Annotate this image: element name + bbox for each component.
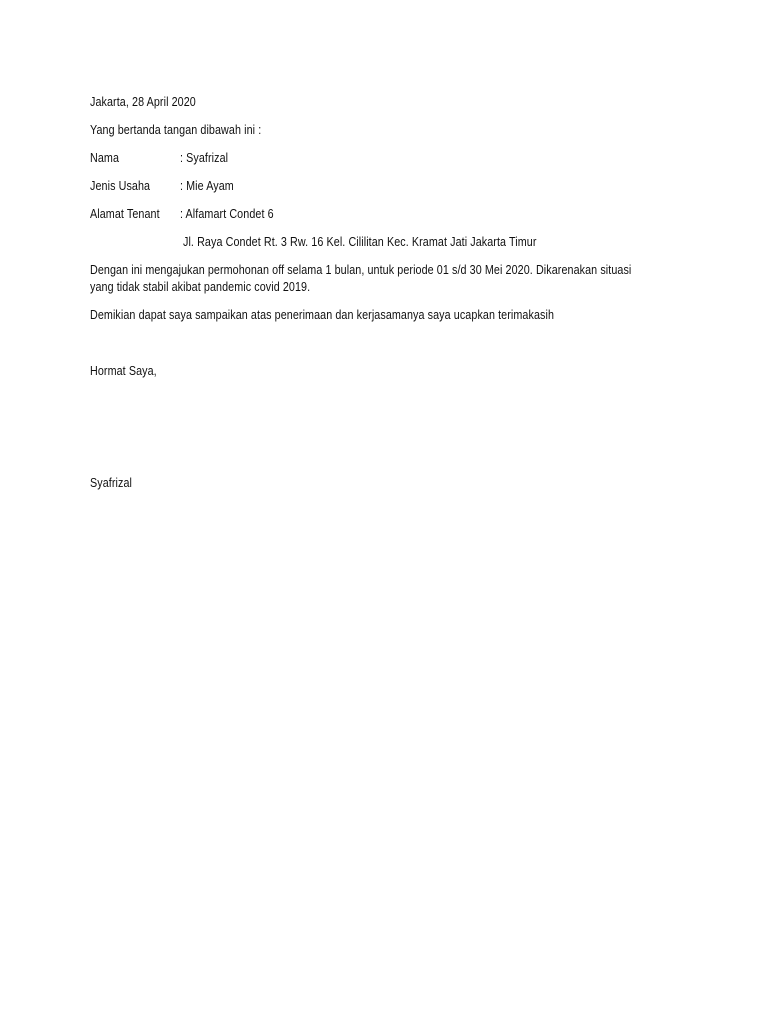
salutation: Hormat Saya, (90, 364, 157, 378)
address-label: Alamat Tenant (90, 207, 160, 221)
closing-line: Demikian dapat saya sampaikan atas penerimaan dan kerjasamanya saya ucapkan terimakasih (90, 308, 555, 322)
body-line-2: yang tidak stabil akibat pandemic covid 2019. (90, 280, 311, 294)
intro-line: Yang bertanda tangan dibawah ini : (90, 123, 262, 137)
address-line-2: Jl. Raya Condet Rt. 3 Rw. 16 Kel. Cililitan Kec. Kramat Jati Jakarta Timur (183, 235, 537, 249)
name-value: : Syafrizal (180, 151, 229, 165)
name-label: Nama (90, 151, 120, 165)
address-value: : Alfamart Condet 6 (180, 207, 274, 221)
body-line-1: Dengan ini mengajukan permohonan off selama 1 bulan, untuk periode 01 s/d 30 Mei 2020. Dikarenakan situasi (90, 263, 632, 277)
business-label: Jenis Usaha (90, 179, 151, 193)
signatory-name: Syafrizal (90, 476, 133, 490)
place-date: Jakarta, 28 April 2020 (90, 95, 196, 109)
business-value: : Mie Ayam (180, 179, 234, 193)
